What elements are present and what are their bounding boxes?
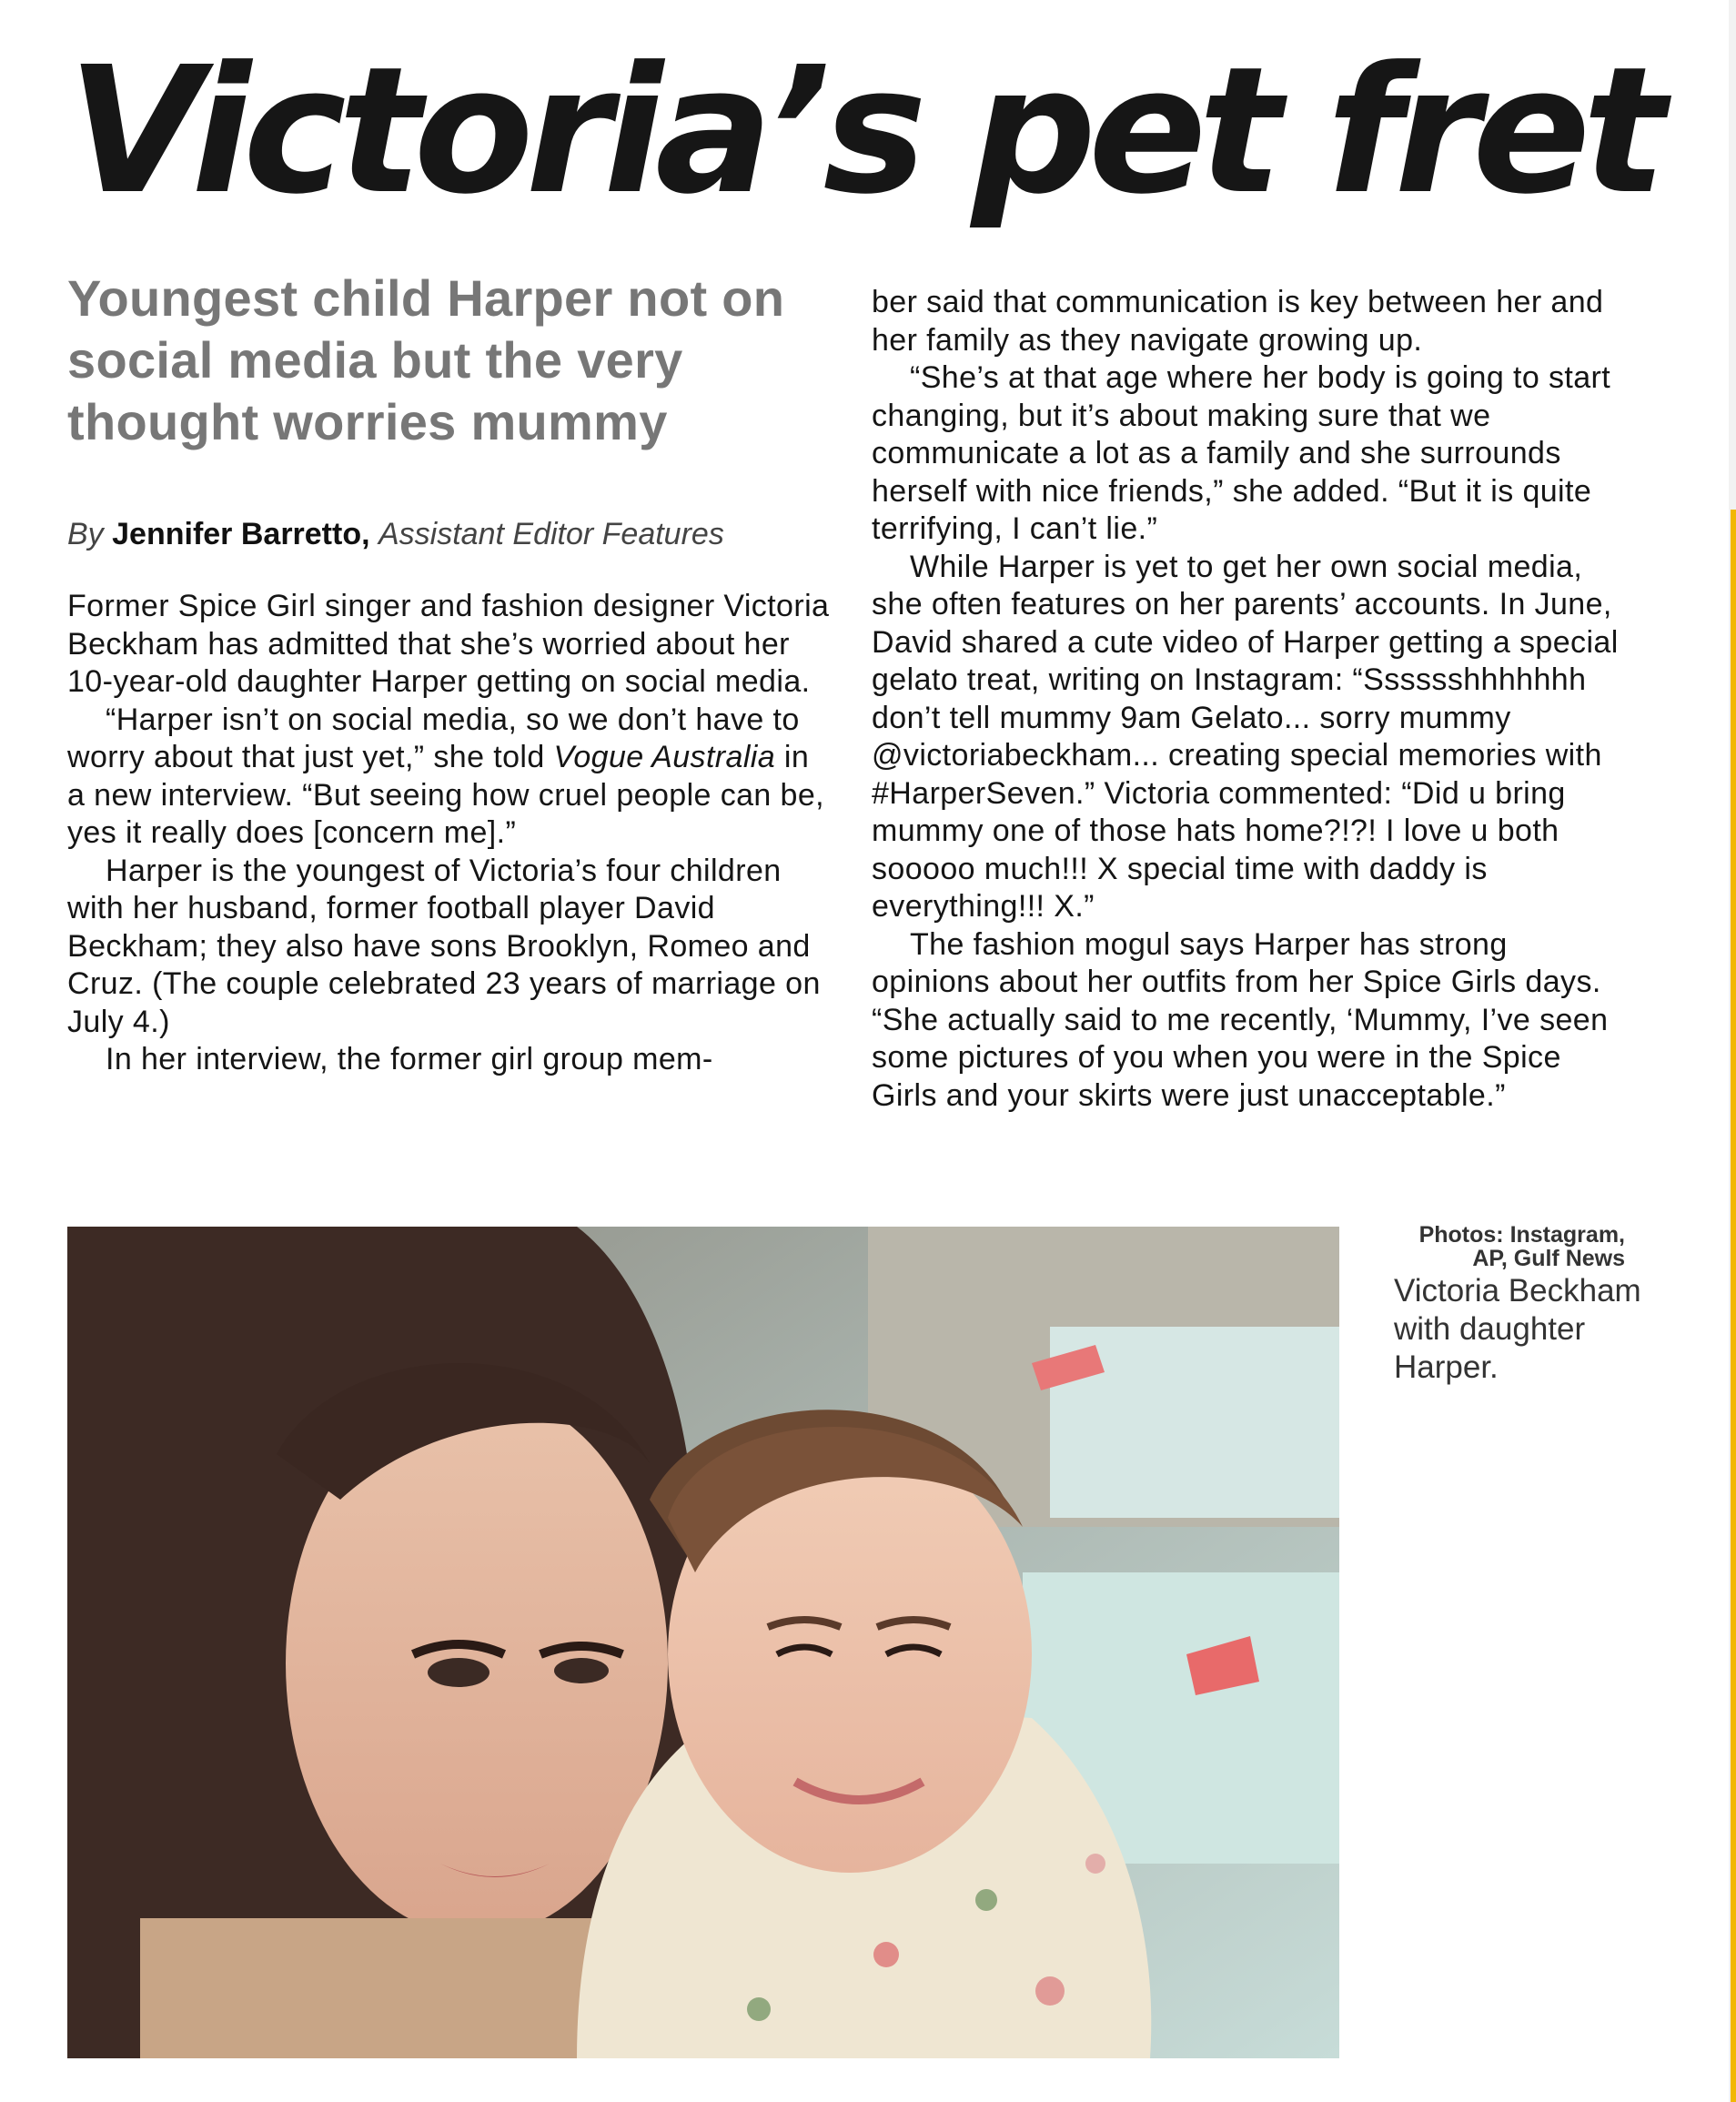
headline: Victoria’s pet fret	[67, 30, 1659, 233]
paragraph: ber said that communication is key between her and her family as they navigate growing up.	[872, 285, 1604, 358]
paragraph: While Harper is yet to get her own social media, she often features on her parents’ accounts. In June, David shared a cute video of Harper getting a special gelato treat, writing on Instagram: “Sssssshhhhhhh don’t tell mummy 9am Gelato... sorry mummy @victoriabeckham... creating special memories with #HarperSeven.” Victoria commented: “Did u bring mummy one of those hats home?!?! I love u both sooooo much!!! X special time with daddy is everything!!! X.”	[872, 549, 1619, 924]
paragraph: Former Spice Girl singer and fashion designer Victoria Beckham has admitted that she’s worried about her 10-year-old daughter Harper getting on social media.	[67, 589, 830, 699]
paragraph-text: “Harper isn’t on social media, so we don’t have to worry about that just yet,” she told	[67, 702, 800, 774]
article-column-2	[872, 284, 1627, 1115]
paragraph: “She’s at that age where her body is going to start changing, but it’s about making sure that we communicate a lot as a family and she surrounds herself with nice friends,” she added. “But it is quite terrifying, I can’t lie.”	[872, 360, 1611, 546]
paragraph: In her interview, the former girl group mem-	[106, 1042, 713, 1076]
photo-credit-line: AP, Gulf News	[1472, 1246, 1625, 1271]
paragraph: The fashion mogul says Harper has strong opinions about her outfits from her Spice Girls days. “She actually said to me recently, ‘Mummy, I’ve seen some pictures of you when you were in the Spice Girls and your skirts were just unacceptable.”	[872, 926, 1609, 1113]
paragraph: Harper is the youngest of Victoria’s four children with her husband, former football player David Beckham; they also have sons Brooklyn, Romeo and Cruz. (The couple celebrated 23 years of marriage on July 4.)	[67, 853, 821, 1039]
photo-caption: Victoria Beckham with daughter Harper.	[1394, 1273, 1641, 1385]
article-column-1	[67, 588, 833, 1079]
publication-name: Vogue Australia	[553, 740, 776, 774]
paragraph-text: in a new interview. “But seeing how cruel people can be, yes it really does [concern me].”	[67, 740, 825, 850]
article-photo	[67, 1227, 1339, 2058]
photo-illustration	[67, 1227, 1339, 2058]
photo-credit-line: Photos: Instagram,	[1418, 1222, 1625, 1248]
photo-credit	[1337, 1223, 1625, 1270]
deck-subheadline: Youngest child Harper not on social media but the very thought worries mummy	[67, 269, 785, 450]
byline-by: By	[67, 517, 104, 551]
paragraph	[67, 702, 833, 853]
page-edge-accent	[1731, 510, 1736, 2102]
byline	[67, 511, 868, 557]
byline-role: Assistant Editor Features	[378, 517, 724, 551]
byline-author: Jennifer Barretto,	[112, 517, 370, 551]
